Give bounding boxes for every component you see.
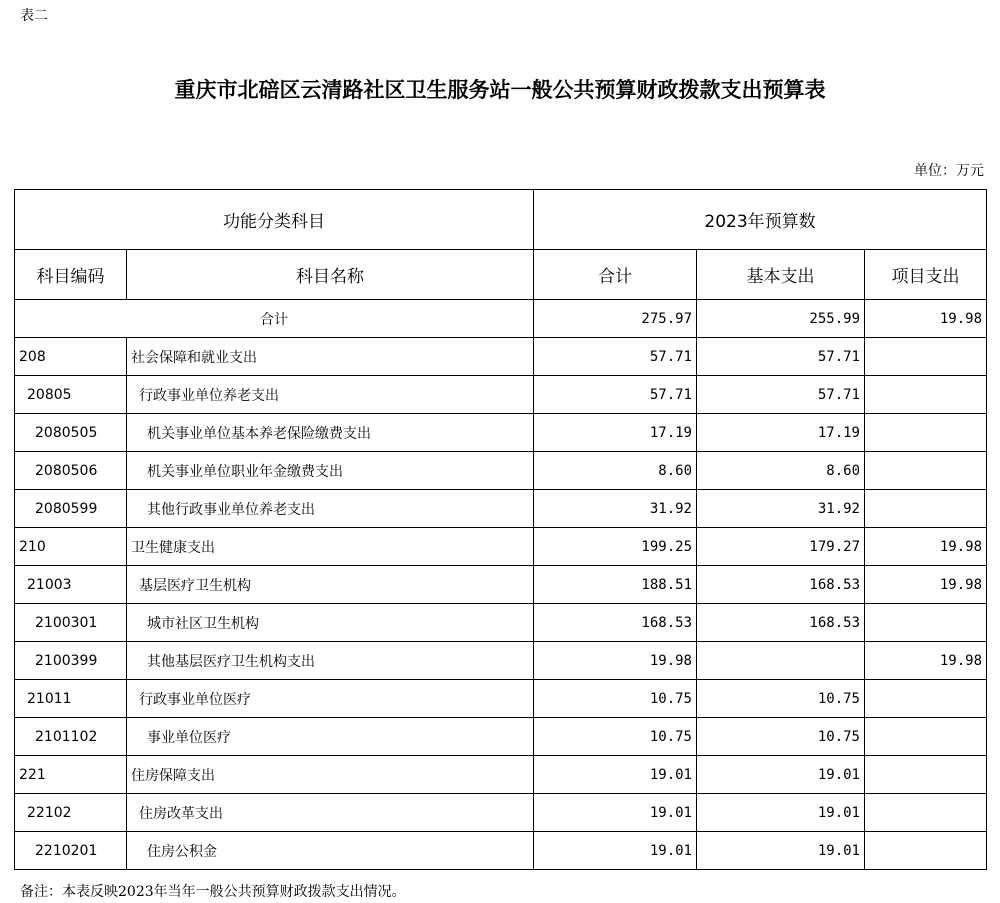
- row-total: 57.71: [534, 376, 697, 414]
- row-code: 2101102: [15, 718, 127, 756]
- row-project: [865, 680, 987, 718]
- table-row: [15, 414, 987, 452]
- row-code: 2100301: [15, 604, 127, 642]
- header-budget-2023: 2023年预算数: [534, 190, 987, 250]
- table-row: [15, 376, 987, 414]
- total-project: 19.98: [865, 300, 987, 338]
- row-total: 188.51: [534, 566, 697, 604]
- row-code: 2080506: [15, 452, 127, 490]
- header-basic: 基本支出: [697, 250, 865, 300]
- row-total: 57.71: [534, 338, 697, 376]
- row-code: 2080505: [15, 414, 127, 452]
- row-total: 199.25: [534, 528, 697, 566]
- row-code: 20805: [15, 376, 127, 414]
- row-project: [865, 832, 987, 870]
- row-name: 机关事业单位基本养老保险缴费支出: [127, 414, 534, 452]
- row-basic: 19.01: [697, 756, 865, 794]
- unit-label: 单位：万元: [914, 163, 984, 179]
- total-label: 合计: [15, 300, 534, 338]
- table-row: [15, 718, 987, 756]
- row-basic: 179.27: [697, 528, 865, 566]
- row-project: [865, 794, 987, 832]
- page-title: 重庆市北碚区云清路社区卫生服务站一般公共预算财政拨款支出预算表: [174, 77, 826, 102]
- row-name: 其他行政事业单位养老支出: [127, 490, 534, 528]
- row-total: 10.75: [534, 680, 697, 718]
- table-row: [15, 642, 987, 680]
- row-code: 2080599: [15, 490, 127, 528]
- total-basic: 255.99: [697, 300, 865, 338]
- row-total: 168.53: [534, 604, 697, 642]
- row-project: [865, 756, 987, 794]
- row-code: 21003: [15, 566, 127, 604]
- row-basic: 168.53: [697, 566, 865, 604]
- table-row: [15, 528, 987, 566]
- row-code: 2100399: [15, 642, 127, 680]
- table-row: [15, 680, 987, 718]
- row-total: 17.19: [534, 414, 697, 452]
- row-name: 住房保障支出: [127, 756, 534, 794]
- row-name: 机关事业单位职业年金缴费支出: [127, 452, 534, 490]
- row-name: 住房公积金: [127, 832, 534, 870]
- row-code: 208: [15, 338, 127, 376]
- row-code: 210: [15, 528, 127, 566]
- row-basic: 57.71: [697, 338, 865, 376]
- total-row: [15, 300, 987, 338]
- row-basic: [697, 642, 865, 680]
- table-row: [15, 566, 987, 604]
- row-basic: 19.01: [697, 832, 865, 870]
- row-total: 8.60: [534, 452, 697, 490]
- header-total: 合计: [534, 250, 697, 300]
- header-row-columns: [15, 250, 987, 300]
- row-project: 19.98: [865, 642, 987, 680]
- row-basic: 8.60: [697, 452, 865, 490]
- header-row-group: [15, 190, 987, 250]
- row-project: [865, 338, 987, 376]
- header-function-classification: 功能分类科目: [15, 190, 534, 250]
- row-total: 31.92: [534, 490, 697, 528]
- row-total: 10.75: [534, 718, 697, 756]
- row-basic: 19.01: [697, 794, 865, 832]
- footnote: 备注：本表反映2023年当年一般公共预算财政拨款支出情况。: [20, 884, 406, 900]
- header-project: 项目支出: [865, 250, 987, 300]
- table-row: [15, 452, 987, 490]
- row-code: 2210201: [15, 832, 127, 870]
- row-basic: 10.75: [697, 718, 865, 756]
- row-project: 19.98: [865, 528, 987, 566]
- row-total: 19.98: [534, 642, 697, 680]
- row-name: 事业单位医疗: [127, 718, 534, 756]
- row-code: 221: [15, 756, 127, 794]
- row-basic: 31.92: [697, 490, 865, 528]
- row-basic: 57.71: [697, 376, 865, 414]
- row-name: 其他基层医疗卫生机构支出: [127, 642, 534, 680]
- table-row: [15, 604, 987, 642]
- row-name: 卫生健康支出: [127, 528, 534, 566]
- table-row: [15, 756, 987, 794]
- table-row: [15, 794, 987, 832]
- row-basic: 17.19: [697, 414, 865, 452]
- table-number-label: 表二: [20, 8, 48, 24]
- row-name: 行政事业单位医疗: [127, 680, 534, 718]
- header-name: 科目名称: [127, 250, 534, 300]
- row-name: 住房改革支出: [127, 794, 534, 832]
- row-project: [865, 718, 987, 756]
- table-row: [15, 338, 987, 376]
- row-total: 19.01: [534, 794, 697, 832]
- row-project: [865, 452, 987, 490]
- row-basic: 10.75: [697, 680, 865, 718]
- row-project: [865, 604, 987, 642]
- row-basic: 168.53: [697, 604, 865, 642]
- header-code: 科目编码: [15, 250, 127, 300]
- row-project: [865, 376, 987, 414]
- row-name: 行政事业单位养老支出: [127, 376, 534, 414]
- row-total: 19.01: [534, 756, 697, 794]
- row-project: [865, 414, 987, 452]
- row-project: [865, 490, 987, 528]
- table-row: [15, 832, 987, 870]
- row-name: 社会保障和就业支出: [127, 338, 534, 376]
- row-project: 19.98: [865, 566, 987, 604]
- row-name: 城市社区卫生机构: [127, 604, 534, 642]
- total-sum: 275.97: [534, 300, 697, 338]
- budget-table: [14, 189, 987, 870]
- table-row: [15, 490, 987, 528]
- row-name: 基层医疗卫生机构: [127, 566, 534, 604]
- row-code: 22102: [15, 794, 127, 832]
- row-total: 19.01: [534, 832, 697, 870]
- row-code: 21011: [15, 680, 127, 718]
